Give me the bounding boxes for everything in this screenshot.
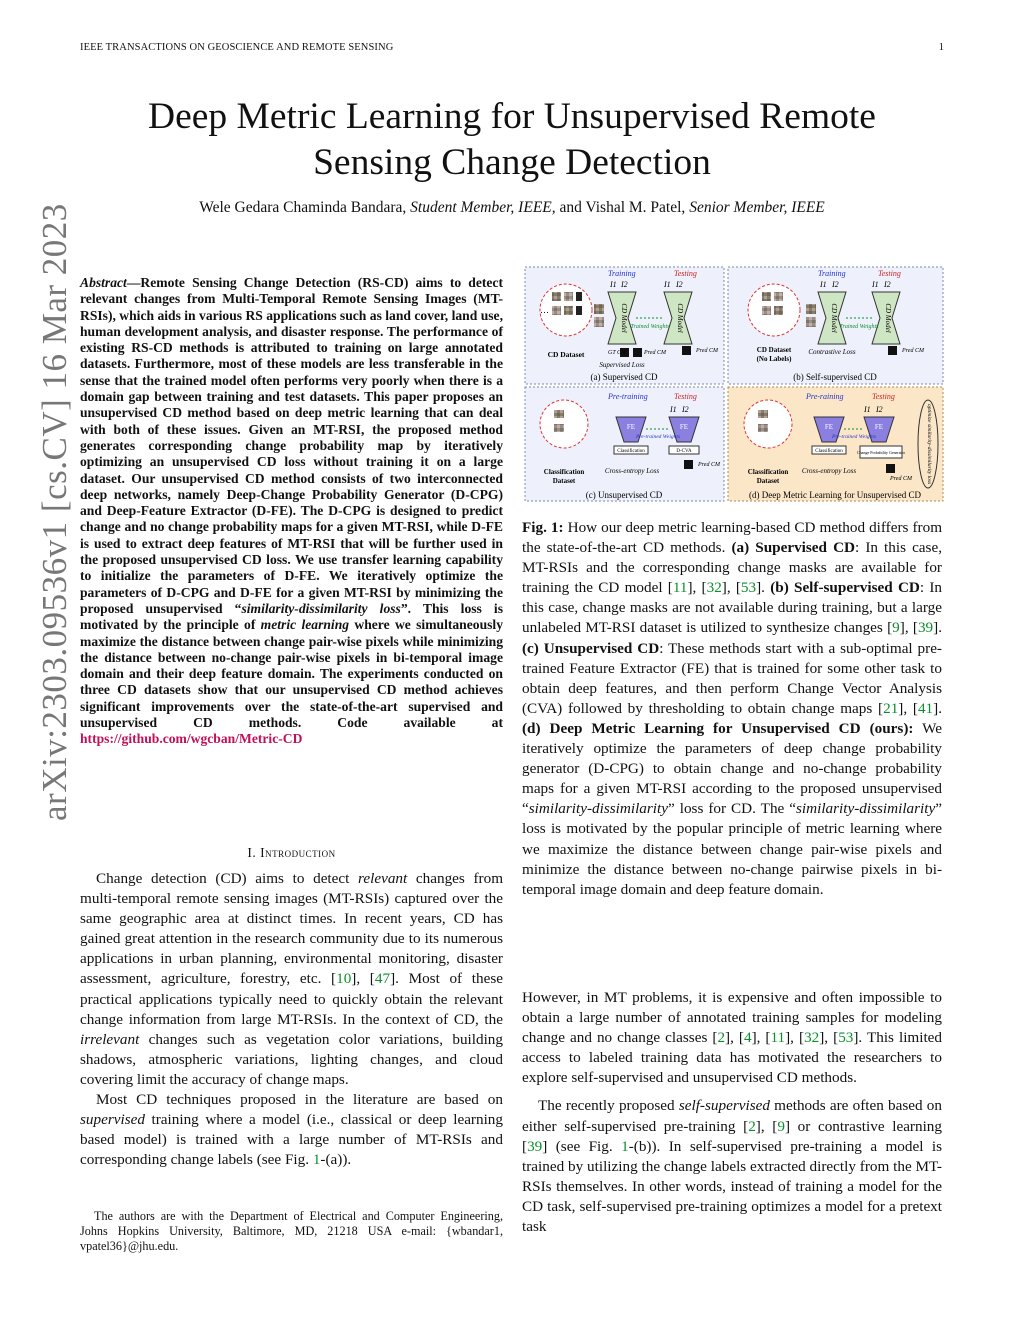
- author-line: [0, 199, 1024, 217]
- pred-map: [684, 460, 693, 469]
- model-label: CD Model: [620, 303, 628, 333]
- italic-run: supervised: [80, 1111, 145, 1129]
- input-label: I2: [676, 280, 683, 289]
- image-thumbnail: [594, 304, 604, 314]
- fe-label: FE: [679, 423, 689, 431]
- text-run: ].: [756, 579, 771, 597]
- citation-link[interactable]: 47: [374, 970, 391, 988]
- classifier-label: Classification: [815, 449, 843, 454]
- pred-label: Pred CM: [890, 476, 912, 482]
- text-run: -(a)).: [320, 1151, 352, 1169]
- text-run: ], [: [899, 619, 918, 637]
- text-run: Most CD techniques proposed in the literature are based on: [96, 1091, 503, 1109]
- intro-paragraph-2: [80, 1090, 503, 1170]
- side-loss-label: optimize similarity-dissimilarity loss: [926, 403, 932, 485]
- dcva-label: D-CVA: [676, 449, 692, 454]
- input-label: I1: [610, 280, 617, 289]
- text-run: ” loss for CD. The “: [667, 800, 797, 818]
- model-label: CD Model: [884, 303, 892, 333]
- abstract-text: —Remote Sensing Change Detection (RS-CD) aims to detect relevant changes from Multi-Temporal Remote Sensing Images (MT-RSIs), which aids in various RS applications such as land cover, land use, human development analysis, and disaster response. The performance of existing RS-CD methods is attributed to training on large annotated datasets. Furthermore, most of these models are less transferable in the sense that the trained model often performs very poorly when there is a domain gap between training and test datasets. This paper proposes an unsupervised CD method based on deep metric learning that can deal with both of these issues. Given an MT-RSI, the proposed method generates corresponding change probability map by iteratively optimizing an unsupervised CD loss without training it on a large dataset. Our unsupervised CD method consists of two interconnected deep networks, namely Deep-Change Probability Generator (D-CPG) and Deep-Feature Extractor (D-FE). The D-CPG is designed to predict change and no change probability maps for a given MT-RSI, while D-FE is used to extract deep features of MT-RSI that will be further used in the proposed unsupervised CD loss. We use transfer learning capability to initialize the parameters of D-FE. We iteratively optimize the parameters of D-CPG and D-FE for a given MT-RSI by minimizing the proposed unsupervised “: [80, 275, 503, 616]
- text-run: -(b)). In self-supervised pre-training a model is trained by utilizing the change labels extracted directly from the MT-RSIs themselves. In other words, instead of training a model for the CD task, self-supervised pre-training optimizes a model for a pretext task: [522, 1137, 942, 1236]
- section-heading: [80, 845, 503, 861]
- mask-thumbnail: [576, 306, 582, 315]
- weights-label: Pre-trained Weights: [635, 434, 681, 440]
- abstract: [80, 275, 503, 748]
- phase-label: Testing: [872, 392, 895, 401]
- text-run: : In this case, change masks are not available during training, but a large unlabeled MT-RSI dataset is utilized to synthesize changes [: [522, 579, 942, 637]
- author-1: Wele Gedara Chaminda Bandara,: [199, 199, 407, 216]
- image-thumbnail: [552, 292, 561, 301]
- abstract-italic: similarity-dissimilarity loss: [241, 600, 401, 616]
- italic-run: self-supervised: [678, 1097, 770, 1115]
- caption-label: Fig. 1:: [522, 519, 564, 536]
- weights-label: Trained Weights: [839, 324, 879, 330]
- text-run: The recently proposed: [538, 1097, 679, 1115]
- pred-label: Pred CM: [902, 348, 924, 354]
- citation-link[interactable]: 9: [777, 1117, 785, 1135]
- input-label: I1: [670, 405, 677, 414]
- abstract-text: where we simultaneously maximize the distance between change pair-wise pixels while minimizing the distance between no-change pair-wise pixels in bi-temporal image domain and their deep feature domain. The experiments conducted on three CD datasets show that our unsupervised CD method achieves significant improvements over the state-of-the-art supervised and unsupervised CD methods. Code available at: [80, 617, 503, 731]
- paper-title: [0, 94, 1024, 186]
- image-thumbnail: [774, 306, 783, 315]
- phase-label: Pre-raining: [806, 392, 844, 401]
- loss-label: Supervised Loss: [599, 361, 645, 369]
- citation-link[interactable]: 53: [740, 579, 757, 597]
- citation-link[interactable]: 2: [717, 1029, 726, 1047]
- code-link[interactable]: https://github.com/wgcban/Metric-CD: [80, 731, 303, 747]
- text-run: ], [: [751, 1029, 771, 1047]
- input-label: I2: [621, 280, 628, 289]
- dataset-label: CD Dataset: [547, 350, 585, 359]
- image-thumbnail: [564, 292, 573, 301]
- pred-label: Pred CM: [696, 348, 718, 354]
- figure-1-diagram: [524, 266, 944, 502]
- text-run: ], [: [721, 579, 741, 597]
- page-number: 1: [938, 42, 944, 53]
- section-number: I.: [247, 845, 257, 860]
- phase-label: Training: [608, 269, 636, 278]
- text-run: ] (see Fig.: [542, 1137, 622, 1155]
- italic-run: similarity-dissimilarity: [796, 800, 936, 818]
- bold-run: (a) Supervised CD: [731, 539, 856, 557]
- fe-label: FE: [626, 423, 636, 431]
- text-run: ], [: [687, 579, 707, 597]
- phase-label: Testing: [674, 392, 697, 401]
- fe-label: FE: [824, 423, 834, 431]
- introduction-text: [80, 869, 503, 1170]
- citation-link[interactable]: 9: [892, 619, 900, 637]
- author-1-role: Student Member, IEEE,: [410, 199, 556, 216]
- weights-label: Pre-trained Weights: [831, 434, 877, 440]
- image-thumbnail: [758, 424, 768, 432]
- loss-label: Cross-entropy Loss: [604, 467, 660, 475]
- text-run: How our deep metric learning-based CD method differs from the state-of-the-art CD methods.: [522, 519, 943, 557]
- citation-link[interactable]: 32: [804, 1029, 820, 1047]
- author-2-role: Senior Member, IEEE: [689, 199, 825, 216]
- panel-c: [525, 387, 724, 501]
- text-run: ], [: [351, 970, 375, 988]
- text-run: ].: [933, 619, 942, 637]
- input-label: I2: [682, 405, 689, 414]
- figure-link[interactable]: 1: [312, 1151, 321, 1169]
- image-thumbnail: [552, 306, 561, 315]
- text-run: ]. Most of these practical applications typically need to quickly obtain the relevant change information from large MT-RSIs. In the context of CD, the: [80, 970, 503, 1028]
- arxiv-stamp: arXiv:2303.09536v1 [cs.CV] 16 Mar 2023: [35, 203, 74, 821]
- gt-label: GT CM: [608, 350, 627, 356]
- input-label: I1: [820, 280, 827, 289]
- loss-label: Contrastive Loss: [808, 348, 856, 356]
- citation-link[interactable]: 39: [527, 1137, 543, 1155]
- model-label: CD Model: [676, 303, 684, 333]
- running-head: IEEE TRANSACTIONS ON GEOSCIENCE AND REMOTE SENSING: [80, 42, 394, 53]
- fe-label: FE: [874, 423, 884, 431]
- weights-label: Trained Weights: [630, 324, 670, 330]
- model-label: CD Model: [830, 303, 838, 333]
- citation-link[interactable]: 10: [336, 970, 352, 988]
- right-paragraph-2: [522, 1096, 942, 1237]
- right-paragraph-1: [522, 988, 942, 1088]
- panel-caption: (a) Supervised CD: [590, 372, 658, 382]
- phase-label: Testing: [878, 269, 901, 278]
- image-thumbnail: [762, 306, 771, 315]
- pred-label: Pred CM: [698, 462, 720, 468]
- input-label: I1: [664, 280, 671, 289]
- mask-thumbnail: [576, 292, 582, 301]
- text-run: changes from multi-temporal remote sensing images (MT-RSIs) captured over the same geographic area at distinct times. In recent years, CD has gained great attention in the research community due to its numerous applications in urban planning, environmental monitoring, disaster assessment, agriculture, forestry, etc. [: [80, 870, 504, 988]
- footnote-text: The authors are with the Department of Electrical and Computer Engineering, Johns Hopkins University, Baltimore, MD, 21218 USA e-mail: {wbandar1, vpatel36}@jhu.edu.: [80, 1209, 503, 1253]
- citation-link[interactable]: 11: [770, 1029, 786, 1047]
- figure-caption: [522, 518, 942, 900]
- citation-link[interactable]: 41: [917, 699, 934, 717]
- italic-run: irrelevant: [80, 1030, 140, 1048]
- bold-run: (d) Deep Metric Learning for Unsupervised CD (ours):: [522, 719, 914, 737]
- abstract-text: ”. This loss is motivated by the principle of: [80, 600, 503, 633]
- title-line-2: Sensing Change Detection: [313, 142, 711, 183]
- ellipsis: …: [540, 305, 549, 315]
- text-run: ], [: [725, 1029, 744, 1047]
- text-run: ]. This limited access to labeled training data has motivated the researchers to explore self-supervised and unsupervised CD methods.: [522, 1029, 943, 1087]
- text-run: changes such as vegetation color variations, building shadows, atmospheric variations, lighting changes, and cloud covering limit the accuracy of change maps.: [80, 1030, 503, 1088]
- loss-label: Cross-entropy Loss: [801, 467, 857, 475]
- title-line-1: Deep Metric Learning for Unsupervised Remote: [148, 96, 876, 137]
- citation-link[interactable]: 4: [743, 1029, 752, 1047]
- italic-run: similarity-dissimilarity: [528, 800, 668, 818]
- image-thumbnail: [758, 410, 768, 418]
- text-run: ], [: [785, 1029, 805, 1047]
- text-run: : These methods start with a sub-optimal pre-trained Feature Extractor (FE) that is trained for some other task to obtain deep features, and then perform Change Vector Analysis (CVA) followed by thresholding to obtain change maps [: [522, 639, 942, 717]
- dataset-label: CD Dataset: [756, 346, 792, 354]
- text-run: However, in MT problems, it is expensive and often impossible to obtain a large number of annotated training samples for modeling change and no change classes [: [522, 989, 942, 1047]
- panel-b: [728, 267, 943, 384]
- input-label: I2: [876, 405, 883, 414]
- panel-d: [728, 387, 943, 501]
- input-label: I1: [872, 280, 879, 289]
- figure-1: [524, 266, 944, 502]
- image-thumbnail: [806, 304, 816, 314]
- section-title: Introduction: [260, 845, 336, 860]
- figure-link[interactable]: 1: [621, 1137, 629, 1155]
- citation-link[interactable]: 39: [917, 619, 934, 637]
- italic-run: relevant: [358, 870, 408, 887]
- citation-link[interactable]: 2: [748, 1117, 756, 1135]
- input-label: I1: [864, 405, 871, 414]
- phase-label: Testing: [674, 269, 697, 278]
- cpg-label: Change Probability Generator: [857, 450, 905, 455]
- image-thumbnail: [806, 317, 816, 327]
- citation-link[interactable]: 32: [706, 579, 722, 597]
- dataset-label: Dataset: [756, 477, 780, 485]
- citation-link[interactable]: 53: [838, 1029, 854, 1047]
- text-run: ], [: [755, 1117, 778, 1135]
- footnote: [80, 1209, 503, 1254]
- input-label: I2: [832, 280, 839, 289]
- text-run: We iteratively optimize the parameters of deep change probability generator (D-CPG) to obtain change and no-change probability maps for a given MT-RSI according to the proposed unsupervised “: [522, 719, 942, 818]
- panel-a: [525, 267, 724, 384]
- pred-map: [633, 348, 642, 357]
- abstract-label: Abstract: [80, 275, 127, 290]
- text-run: ], [: [898, 699, 918, 717]
- dataset-label: Classification: [747, 468, 789, 476]
- phase-label: Training: [818, 269, 846, 278]
- image-thumbnail: [554, 410, 564, 418]
- image-thumbnail: [594, 317, 604, 327]
- panel-caption: (d) Deep Metric Learning for Unsupervised CD: [749, 490, 921, 500]
- pred-map: [886, 464, 895, 473]
- intro-paragraph-1: [80, 869, 503, 1090]
- text-run: ” loss is motivated by the popular principle of metric learning where we maximize the distance between change pair-wise pixels and minimize the distance between no-change pairwise pixels in bi-temporal image domain and deep feature domain.: [522, 800, 942, 898]
- right-body-text: [522, 988, 942, 1237]
- panel-caption: (b) Self-supervised CD: [793, 372, 877, 382]
- abstract-italic: metric learning: [260, 617, 350, 633]
- pred-label: Pred CM: [644, 350, 666, 356]
- pred-map: [682, 346, 691, 355]
- pred-map: [888, 346, 897, 355]
- text-run: training where a model (i.e., classical or deep learning based model) is trained with a large number of MT-RSIs and corresponding change labels (see Fig.: [80, 1111, 503, 1169]
- bold-run: (b) Self-supervised CD: [770, 579, 920, 597]
- input-label: I2: [884, 280, 891, 289]
- phase-label: Pre-training: [608, 392, 648, 401]
- citation-link[interactable]: 21: [883, 699, 899, 717]
- text-run: methods are often based on either self-supervised pre-training [: [522, 1097, 942, 1135]
- text-run: ], [: [819, 1029, 839, 1047]
- image-thumbnail: [554, 424, 564, 432]
- panel-caption: (c) Unsupervised CD: [585, 490, 663, 500]
- bold-run: (c) Unsupervised CD: [522, 639, 660, 657]
- image-thumbnail: [762, 292, 771, 301]
- author-2: and Vishal M. Patel,: [559, 199, 686, 216]
- text-run: : In this case, MT-RSIs and the corresponding change masks are available for training the CD model [: [522, 539, 942, 597]
- dataset-label: Dataset: [552, 477, 576, 485]
- text-run: Change detection (CD) aims to detect: [96, 870, 359, 887]
- text-run: ].: [933, 699, 942, 717]
- classifier-label: Classification: [617, 449, 645, 454]
- dataset-label: (No Labels): [756, 355, 792, 363]
- image-thumbnail: [774, 292, 783, 301]
- citation-link[interactable]: 11: [672, 579, 688, 597]
- text-run: ] or contrastive learning [: [522, 1117, 942, 1155]
- dataset-label: Classification: [543, 468, 585, 476]
- image-thumbnail: [564, 306, 573, 315]
